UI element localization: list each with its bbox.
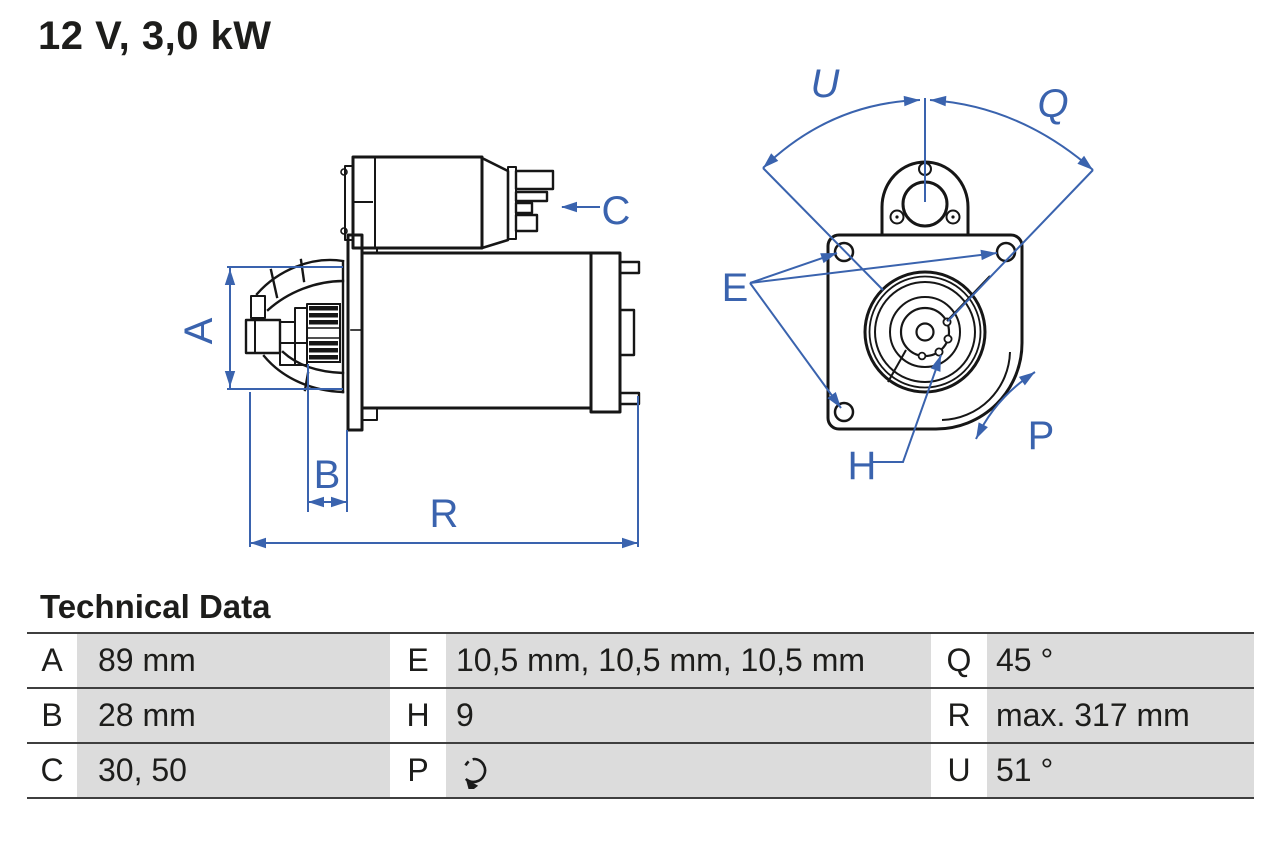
bolt-hole-top-right [997,243,1015,261]
bolt-hole-bottom-left [835,403,853,421]
dim-label-r: R [429,492,459,536]
table-key-h: H [390,689,446,742]
table-key-r: R [931,689,987,742]
table-key-p: P [390,744,446,797]
bearing-rings [865,272,990,392]
dim-label-p: P [1027,414,1055,458]
section-heading: Technical Data [40,588,271,625]
dimension-arrowheads [225,95,1097,548]
table-row [27,634,1254,689]
dimension-h-line [872,355,941,462]
mounting-flange [343,235,362,430]
bolt-hole-top-left [835,243,853,261]
table-value-b: 28 mm [77,689,390,742]
table-key-u: U [931,744,987,797]
technical-data-table [27,632,1254,799]
table-value-a: 89 mm [77,634,390,687]
clockwise-rotation-icon [456,753,494,789]
table-key-c: C [27,744,77,797]
drive-end [246,260,343,392]
dim-label-a: A [177,317,221,345]
dimension-annotations [225,95,1097,548]
motor-body [362,248,639,420]
table-value-p [446,744,931,797]
pinion-gear [307,304,340,362]
solenoid-terminals [516,171,553,231]
dim-label-b: B [313,453,341,497]
dim-label-e: E [721,266,749,310]
table-value-r: max. 317 mm [987,689,1254,742]
table-value-e: 10,5 mm, 10,5 mm, 10,5 mm [446,634,931,687]
dim-label-u: U [810,62,840,106]
dim-label-h: H [847,444,877,488]
solenoid [341,157,516,248]
table-row [27,689,1254,744]
table-row [27,744,1254,799]
table-key-e: E [390,634,446,687]
table-key-q: Q [931,634,987,687]
dim-label-q: Q [1037,82,1069,126]
table-value-q: 45 ° [987,634,1254,687]
table-key-a: A [27,634,77,687]
front-view-drawing [828,162,1022,429]
dim-label-c: C [601,189,631,233]
table-value-u: 51 ° [987,744,1254,797]
table-key-b: B [27,689,77,742]
table-value-h: 9 [446,689,931,742]
page-title: 12 V, 3,0 kW [38,14,272,58]
table-value-c: 30, 50 [77,744,390,797]
dimension-u-q [763,98,1093,321]
